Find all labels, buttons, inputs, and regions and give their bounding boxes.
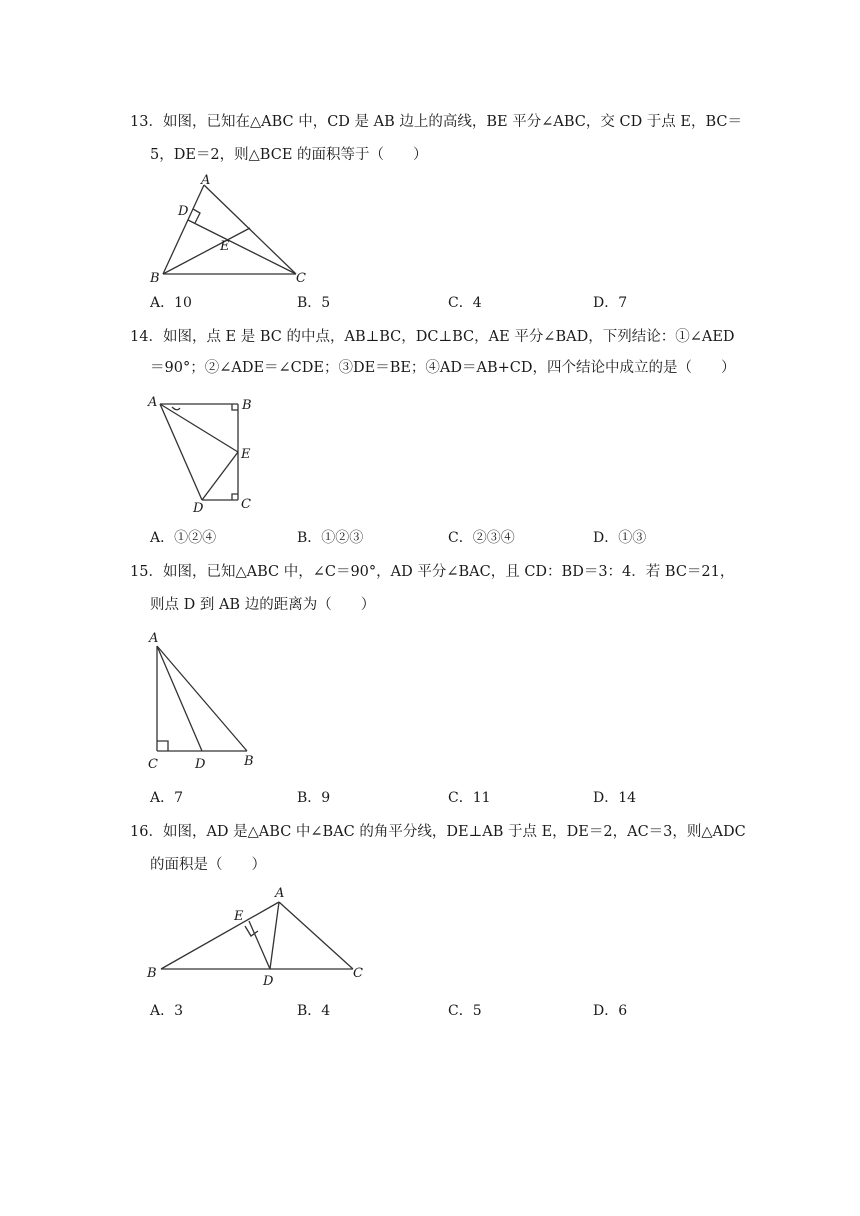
question-13-option-a[interactable]: A．10 [150,295,192,311]
segment-ab [163,185,204,274]
label-d: D [195,757,206,772]
angle-arc-a [172,407,180,410]
question-14-line-2: ＝90°；②∠ADE＝∠CDE；③DE＝BE；④AD＝AB+CD，四个结论中成立的是（ ） [150,360,736,376]
segment-ab [157,646,247,751]
question-15-line-2: 则点 D 到 AB 边的距离为（ ） [150,597,376,613]
segment-ac [279,902,353,969]
question-15-option-a[interactable]: A．7 [150,790,184,806]
segment-ad [160,404,202,500]
segment-de [249,921,270,969]
question-16-option-c[interactable]: C．5 [448,1003,482,1019]
question-14-option-c[interactable]: C．②③④ [448,530,515,546]
segment-ad [157,646,202,751]
question-14-figure [140,390,280,520]
question-13-figure [140,168,330,288]
label-a: A [148,395,158,410]
segment-ad [270,902,279,969]
segment-ac [204,185,296,274]
label-e: E [220,239,230,254]
question-15-figure [140,626,280,776]
segment-be [163,228,250,274]
label-d: D [193,501,204,516]
question-14-option-b[interactable]: B．①②③ [297,530,364,546]
question-13-option-c[interactable]: C．4 [448,295,482,311]
question-15-line-1: 15．如图，已知△ABC 中，∠C＝90°，AD 平分∠BAC，且 CD：BD＝3：4．若 BC＝21， [130,564,735,580]
question-13-option-d[interactable]: D．7 [593,295,628,311]
question-16-option-a[interactable]: A．3 [150,1003,184,1019]
label-e: E [241,447,251,462]
label-c: C [148,757,158,772]
label-b: B [242,398,252,413]
label-c: C [353,966,363,981]
question-13-option-b[interactable]: B．5 [297,295,331,311]
question-16-option-b[interactable]: B．4 [297,1003,331,1019]
label-b: B [244,754,254,769]
question-13-line-2: 5，DE＝2，则△BCE 的面积等于（ ） [150,147,428,163]
segment-de [202,452,238,500]
label-d: D [178,204,189,219]
question-15-option-d[interactable]: D．14 [593,790,637,806]
question-14-option-d[interactable]: D．①③ [593,530,647,546]
label-b: B [147,966,157,981]
right-angle-mark-c [232,494,238,500]
right-angle-mark-b [232,404,238,410]
label-a: A [149,631,159,646]
label-b: B [150,271,160,286]
right-angle-mark-c [157,741,168,751]
label-a: A [201,173,211,188]
label-c: C [296,271,306,286]
segment-ae [160,404,238,452]
question-14-option-a[interactable]: A．①②④ [150,530,217,546]
question-13-line-1: 13．如图，已知在△ABC 中，CD 是 AB 边上的高线，BE 平分∠ABC，交 CD 于点 E，BC＝ [130,114,743,130]
question-14-line-1: 14．如图，点 E 是 BC 的中点，AB⊥BC，DC⊥BC，AE 平分∠BAD，下列结论：①∠AED [130,329,735,345]
label-e: E [234,909,244,924]
right-angle-mark-d [193,209,200,223]
label-a: A [275,886,285,901]
question-15-option-b[interactable]: B．9 [297,790,331,806]
segment-ba [161,902,279,969]
label-d: D [263,974,274,989]
question-16-option-d[interactable]: D．6 [593,1003,628,1019]
question-16-figure [140,884,380,994]
label-c: C [241,497,251,512]
question-16-line-1: 16．如图，AD 是△ABC 中∠BAC 的角平分线，DE⊥AB 于点 E，DE＝2，AC＝3，则△ADC [130,824,746,840]
question-15-option-c[interactable]: C．11 [448,790,491,806]
segment-cd [188,220,296,274]
question-16-line-2: 的面积是（ ） [150,857,266,873]
